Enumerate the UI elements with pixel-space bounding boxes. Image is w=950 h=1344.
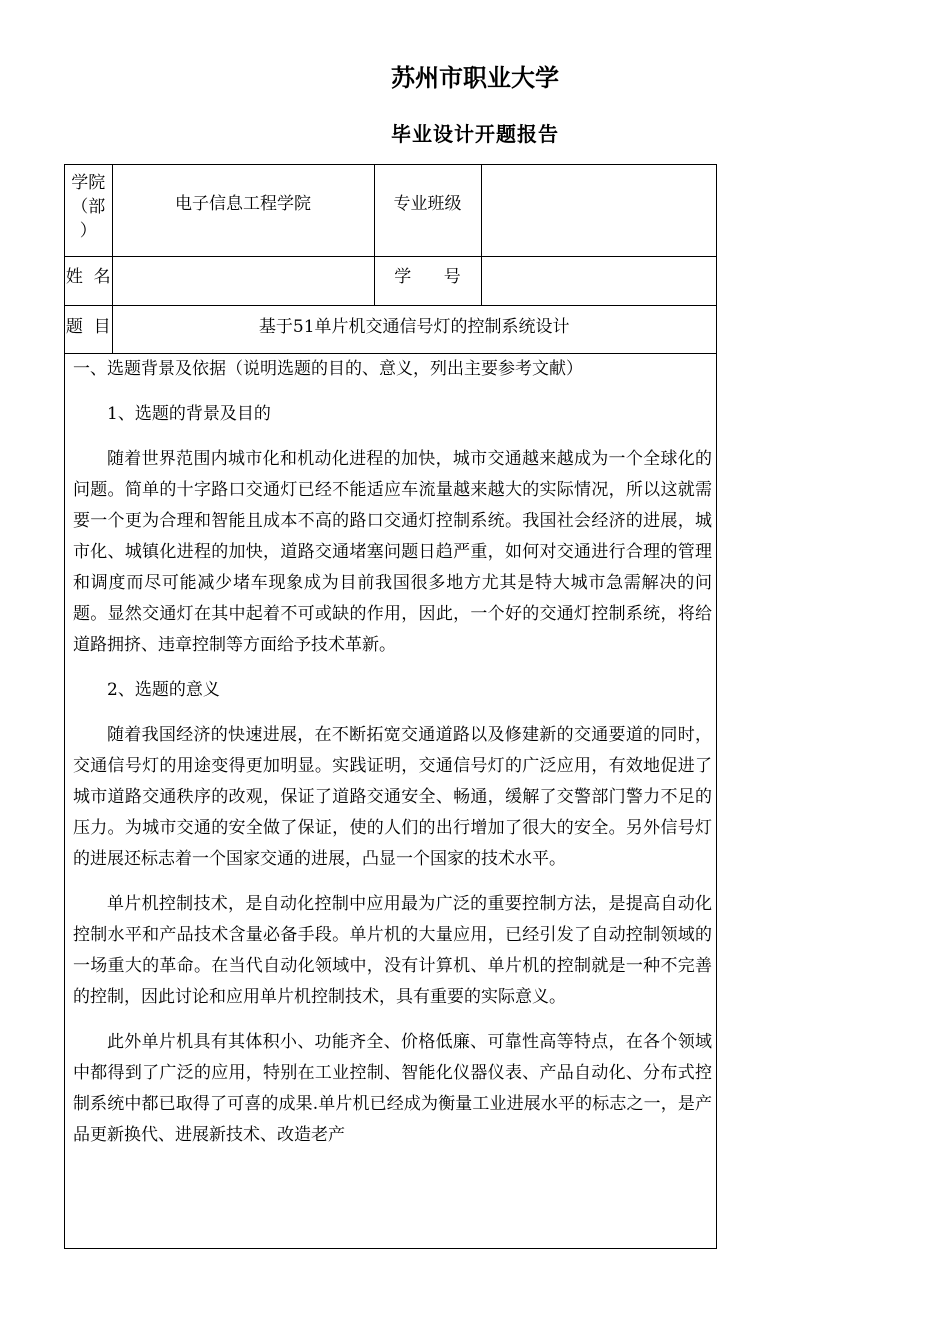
university-title: 苏州市职业大学 (391, 64, 559, 92)
name-value (112, 256, 374, 305)
report-body (65, 354, 716, 1151)
name-label: 姓 名 (65, 256, 112, 305)
class-value (481, 165, 716, 256)
info-table (65, 165, 716, 354)
id-value (481, 256, 716, 305)
paragraph-mcu-control: 单片机控制技术，是自动化控制中应用最为广泛的重要控制方法，是提高自动化控制水平和产品技术含量必备手段。单片机的大量应用，已经引发了自动控制领域的一场重大的革命。在当代自动化领域中，没有计算机、单片机的控制就是一种不完善的控制，因此讨论和应用单片机控制技术，具有重要的实际意义。 (73, 893, 712, 1007)
class-label: 专业班级 (374, 165, 481, 256)
topic-label: 题 目 (65, 305, 112, 353)
college-label: 学院 （部 ） (65, 165, 112, 256)
report-form (64, 164, 717, 1249)
subsection-heading-background: 1、选题的背景及目的 (107, 403, 271, 424)
paragraph-mcu-features: 此外单片机具有其体积小、功能齐全、价格低廉、可靠性高等特点，在各个领域中都得到了广泛的应用，特别在工业控制、智能化仪器仪表、产品自动化、分布式控制系统中都已取得了可喜的成果.单片机已经成为衡量工业进展水平的标志之一，是产品更新换代、进展新技术、改造老产 (73, 1031, 712, 1145)
college-value: 电子信息工程学院 (112, 165, 374, 256)
subsection-heading-significance: 2、选题的意义 (107, 679, 220, 700)
report-title: 毕业设计开题报告 (391, 122, 559, 146)
id-label: 学 号 (374, 256, 481, 305)
paragraph-background: 随着世界范围内城市化和机动化进程的加快，城市交通越来越成为一个全球化的问题。简单的十字路口交通灯已经不能适应车流量越来越大的实际情况，所以这就需要一个更为合理和智能且成本不高的路口交通灯控制系统。我国社会经济的进展，城市化、城镇化进程的加快，道路交通堵塞问题日趋严重，如何对交通进行合理的管理和调度而尽可能减少堵车现象成为目前我国很多地方尤其是特大城市急需解决的问题。显然交通灯在其中起着不可或缺的作用，因此，一个好的交通灯控制系统，将给道路拥挤、违章控制等方面给予技术革新。 (73, 448, 712, 655)
section-heading: 一、选题背景及依据（说明选题的目的、意义，列出主要参考文献） (73, 358, 583, 379)
topic-value: 基于51单片机交通信号灯的控制系统设计 (112, 305, 716, 353)
paragraph-significance: 随着我国经济的快速进展，在不断拓宽交通道路以及修建新的交通要道的同时，交通信号灯的用途变得更加明显。实践证明，交通信号灯的广泛应用，有效地促进了城市道路交通秩序的改观，保证了道路交通安全、畅通，缓解了交警部门警力不足的压力。为城市交通的安全做了保证，使的人们的出行增加了很大的安全。另外信号灯的进展还标志着一个国家交通的进展，凸显一个国家的技术水平。 (73, 724, 712, 869)
